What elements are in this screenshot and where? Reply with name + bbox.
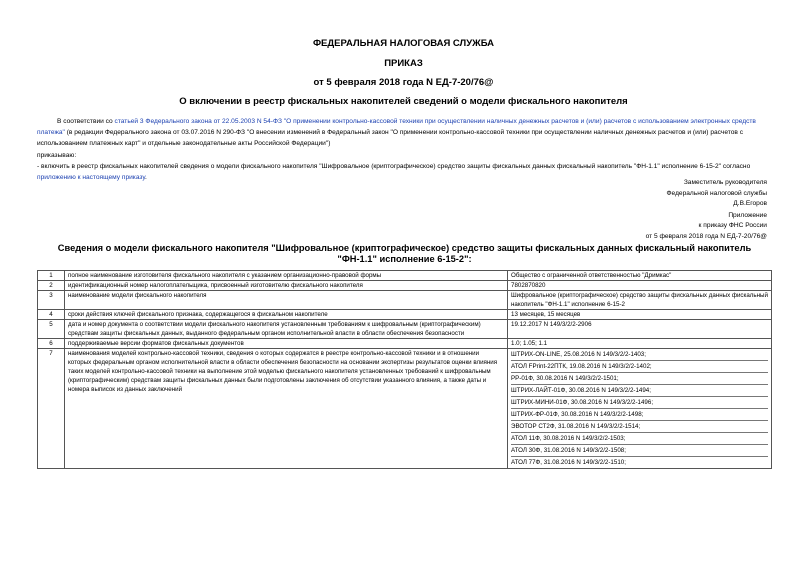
row-value — [508, 310, 772, 320]
preamble-start: В соответствии со — [57, 118, 115, 125]
row-number: 4 — [38, 310, 65, 320]
row-value-line: АТОЛ 30Ф, 31.08.2016 N 149/3/2/2-1508; — [511, 445, 768, 457]
order-item-text: - включить в реестр фискальных накопителей сведения о модели фискального накопителя "Шифровальное (криптографическое) средство защиты фискальных данных фискальный накопитель "ФН-1.1" исполнение 6-15-2" согласно — [37, 163, 751, 170]
row-number: 6 — [38, 339, 65, 349]
table-row — [38, 291, 772, 310]
row-number: 7 — [38, 349, 65, 469]
row-number: 3 — [38, 291, 65, 310]
appendix-date-number: от 5 февраля 2018 года N ЕД-7-20/76@ — [645, 233, 767, 240]
row-value-line: 1.0; 1.05; 1.1 — [511, 340, 548, 347]
ordered-line: приказываю: — [37, 152, 77, 159]
row-value — [508, 339, 772, 349]
row-description: наименования моделей контрольно-кассовой техники, сведения о которых содержатся в реестре контрольно-кассовой техники и в отношении которых федеральным органом исполнительной власти в области обеспечения безопасности на основании экспертизы результатов оценки влияния таких моделей контрольно-кассовой техники на выполнение этой моделью фискального накопителя установленных требований к шифровальным (криптографическим) средствам защиты фискальных данных были подготовлены заключения об отсутствии указанного влияния, а также даты и номера выписок из данных заключений — [65, 349, 508, 469]
row-value — [508, 281, 772, 291]
row-value — [508, 271, 772, 281]
row-value-line: АТОЛ FPrint-22ПТК, 19.08.2016 N 149/3/2/2-1402; — [511, 361, 768, 373]
row-value-line: Шифровальное (криптографическое) средство защиты фискальных данных фискальный накопитель "ФН-1.1" исполнение 6-15-2 — [511, 292, 768, 308]
signatory-organization: Федеральной налоговой службы — [666, 190, 767, 197]
row-value-line: 19.12.2017 N 149/3/2/2-2906 — [511, 321, 592, 328]
document-type-heading: ПРИКАЗ — [384, 58, 423, 69]
row-value-line: ШТРИХ-МИНИ-01Ф, 30.08.2016 N 149/3/2/2-1496; — [511, 397, 768, 409]
row-value-line: ШТРИХ-ЛАЙТ-01Ф, 30.08.2016 N 149/3/2/2-1494; — [511, 385, 768, 397]
appendix-label: Приложение — [728, 212, 767, 219]
row-value — [508, 320, 772, 339]
table-row — [38, 320, 772, 339]
fiscal-drive-info-table — [37, 270, 772, 469]
row-description: идентификационный номер налогоплательщика, присвоенный изготовителю фискального накопителя — [65, 281, 508, 291]
appendix-link[interactable]: приложению к настоящему приказу — [37, 174, 146, 181]
row-value-line: АТОЛ 11Ф, 30.08.2016 N 149/3/2/2-1503; — [511, 433, 768, 445]
row-value-line: ШТРИХ-ON-LINE, 25.08.2016 N 149/3/2/2-1403; — [511, 349, 768, 361]
row-value-line: 13 месяцев, 15 месяцев — [511, 311, 581, 318]
signatory-position: Заместитель руководителя — [683, 179, 767, 186]
row-description: полное наименование изготовителя фискального накопителя с указанием организационно-правовой формы — [65, 271, 508, 281]
row-value-line: РР-01Ф, 30.08.2016 N 149/3/2/2-1501; — [511, 373, 768, 385]
order-date-number: от 5 февраля 2018 года N ЕД-7-20/76@ — [313, 77, 494, 88]
row-description: дата и номер документа о соответствии модели фискального накопителя установленным требованиям к шифровальным (криптографическим) средствам защиты фискальных данных, выданного федеральным органом исполнительной власти в области обеспечения безопасности — [65, 320, 508, 339]
table-row — [38, 349, 772, 469]
law-link[interactable]: статьей 3 Федерального закона от 22.05.2003 N 54-ФЗ "О применении контрольно-кассовой техники при осуществлении наличных денежных расчетов и (или) расчетов с использованием электронных средств платежа" — [37, 118, 756, 136]
row-value — [508, 291, 772, 310]
row-number: 2 — [38, 281, 65, 291]
row-description: сроки действия ключей фискального признака, содержащегося в фискальном накопителе — [65, 310, 508, 320]
row-value-line: ШТРИХ-ФР-01Ф, 30.08.2016 N 149/3/2/2-1498; — [511, 409, 768, 421]
table-row — [38, 271, 772, 281]
row-value-line: 7802870820 — [511, 282, 546, 289]
preamble-paragraph — [37, 116, 772, 149]
row-value — [508, 349, 772, 469]
order-item-end: . — [145, 174, 147, 181]
order-title: О включении в реестр фискальных накопителей сведений о модели фискального накопителя — [179, 96, 628, 107]
table-row — [38, 339, 772, 349]
row-number: 5 — [38, 320, 65, 339]
appendix-title: Сведения о модели фискального накопителя "Шифровальное (криптографическое) средство защиты фискальных данных фискальный накопитель "ФН-1.1" исполнение 6-15-2": — [57, 243, 752, 264]
signatory-name: Д.В.Егоров — [733, 200, 767, 207]
preamble-middle: (в редакции Федерального закона от 03.07.2016 N 290-ФЗ "О внесении изменений в Федеральный закон "О применении контрольно-кассовой техники при осуществлении наличных денежных расчетов и (или) расчетов с использованием платежных карт" и отдельные законодательные акты Российской Федерации") — [37, 129, 744, 147]
table-row — [38, 310, 772, 320]
row-description: поддерживаемые версии форматов фискальных документов — [65, 339, 508, 349]
row-value-line: ЭВОТОР СТ2Ф, 31.08.2016 N 149/3/2/2-1514; — [511, 421, 768, 433]
order-item — [37, 161, 772, 183]
row-value-line: Общество с ограниченной ответственностью "Дримкас" — [511, 272, 672, 279]
agency-heading: ФЕДЕРАЛЬНАЯ НАЛОГОВАЯ СЛУЖБА — [312, 38, 495, 49]
row-value-line: АТОЛ 77Ф, 31.08.2016 N 149/3/2/2-1510; — [511, 459, 626, 466]
table-row — [38, 281, 772, 291]
row-description: наименование модели фискального накопителя — [65, 291, 508, 310]
row-number: 1 — [38, 271, 65, 281]
appendix-reference: к приказу ФНС России — [698, 222, 767, 229]
